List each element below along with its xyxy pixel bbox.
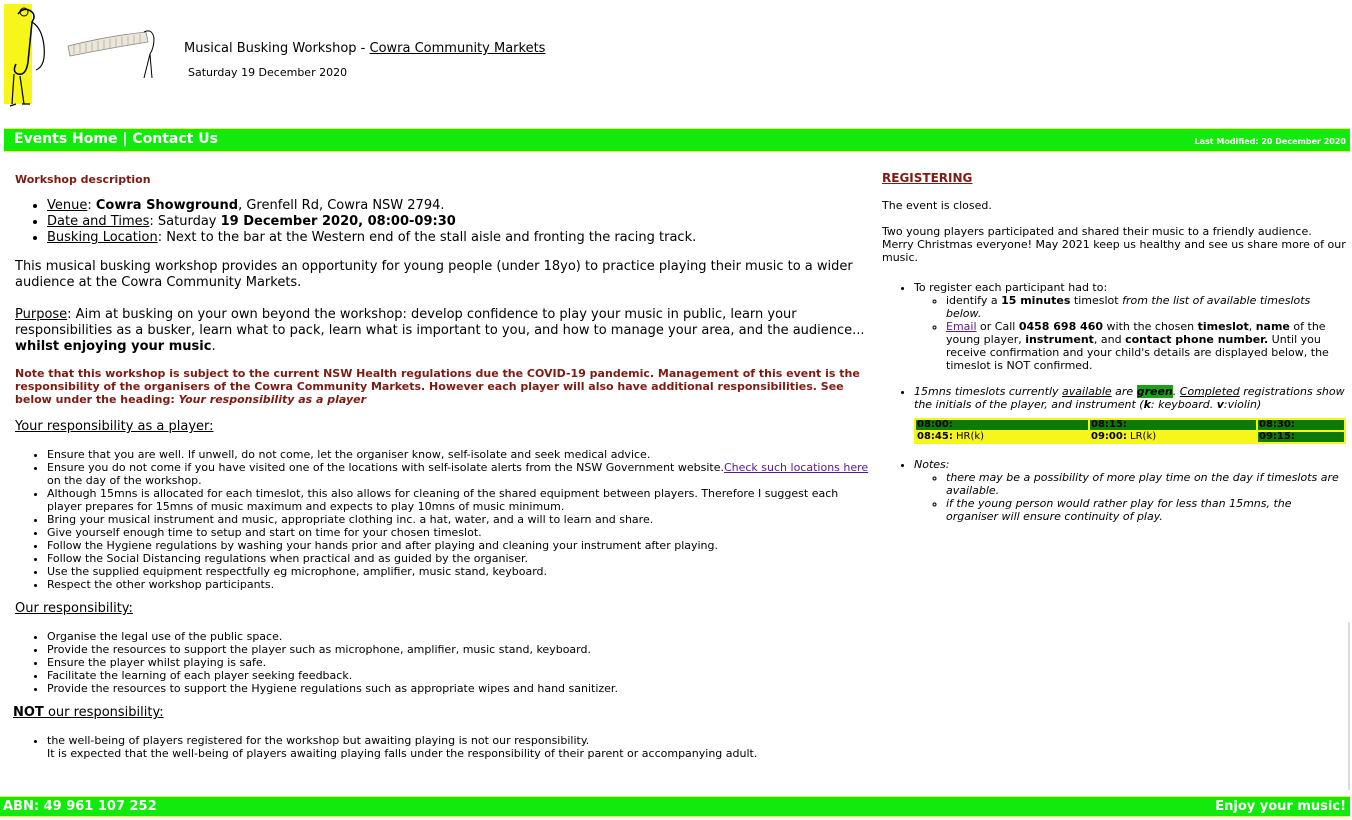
- purpose-text: Purpose: Aim at busking on your own beyond the workshop: develop confidence to play your music in public, learn your responsibilities as a busker, learn what to pack, learn what is important to you, and how to manage your area, and the audience... whilst enjoying your music.: [15, 307, 865, 354]
- page-title: [184, 41, 545, 56]
- not-responsibility-heading: NOT our responsibility:: [13, 705, 164, 720]
- list-item: • Use the supplied equipment respectfully eg microphone, amplifier, music stand, keyboard.: [47, 565, 871, 578]
- last-modified: Last Modified: 20 December 2020: [1194, 137, 1346, 146]
- contact-us-link[interactable]: Contact Us: [132, 131, 218, 147]
- registering-panel: [882, 172, 1346, 523]
- workshop-description: [15, 172, 871, 760]
- list-item: • Organise the legal use of the public space.: [47, 630, 871, 643]
- nav-separator: |: [117, 131, 133, 147]
- list-item: • Follow the Hygiene regulations by washing your hands prior and after playing and cleaning your instrument after playing.: [47, 539, 871, 552]
- timeslot-cell: 08:00:: [915, 419, 1089, 431]
- tagline-text: Enjoy your music!: [1215, 799, 1346, 814]
- our-responsibility-heading: Our responsibility:: [15, 601, 133, 616]
- timeslot-cell: 09:15:: [1257, 431, 1345, 443]
- email-link[interactable]: Email: [946, 320, 977, 333]
- list-item: • Ensure the player whilst playing is safe.: [47, 656, 871, 669]
- table-row: [915, 419, 1345, 431]
- venue-item: • Venue: Cowra Showground, Grenfell Rd, Cowra NSW 2794.: [47, 198, 871, 214]
- list-item: • Notes: ◦ there may be a possibility of more play time on the day if timeslots are available. ◦ if the young person would rather play for less than 15mns, the organiser will ensure continuity of play.: [914, 458, 1346, 523]
- registering-heading: REGISTERING: [882, 171, 973, 185]
- timeslot-table: [914, 418, 1346, 444]
- table-row: [915, 431, 1345, 443]
- location-item: • Busking Location: Next to the bar at the Western end of the stall aisle and fronting the racing track.: [47, 230, 871, 246]
- workshop-heading: Workshop description: [15, 173, 151, 186]
- register-steps: [882, 281, 1346, 372]
- list-item: • Follow the Social Distancing regulations when practical and as guided by the organiser.: [47, 552, 871, 565]
- list-item: ◦ if the young person would rather play for less than 15mns, the organiser will ensure continuity of play.: [946, 497, 1346, 523]
- list-item: • 15mns timeslots currently available are green. Completed registrations show the initials of the player, and instrument (k: keyboard. v:violin): [914, 385, 1346, 411]
- title-prefix: Musical Busking Workshop -: [184, 41, 370, 56]
- player-responsibility-heading: Your responsibility as a player:: [15, 419, 214, 434]
- cowra-markets-link[interactable]: Cowra Community Markets: [369, 41, 546, 56]
- notes-list: [882, 458, 1346, 523]
- event-summary: Two young players participated and shared their music to a friendly audience. Merry Christmas everyone! May 2021 keep us healthy and see us share more of our music.: [882, 225, 1346, 264]
- list-item: • Ensure that you are well. If unwell, do not come, let the organiser know, self-isolate and seek medical advice.: [47, 448, 871, 461]
- page-edge-line: [1348, 622, 1350, 790]
- timeslot-info: [882, 385, 1346, 411]
- list-item: • Bring your musical instrument and music, appropriate clothing inc. a hat, water, and a will to learn and share.: [47, 513, 871, 526]
- list-item: • Facilitate the learning of each player seeking feedback.: [47, 669, 871, 682]
- list-item: ◦ Email or Call 0458 698 460 with the chosen timeslot, name of the young player, instrument, and contact phone number. Until you receive confirmation and your child's details are displayed below, the timeslot is NOT confirmed.: [946, 320, 1346, 372]
- list-item: • Give yourself enough time to setup and start on time for your chosen timeslot.: [47, 526, 871, 539]
- event-closed-text: The event is closed.: [882, 199, 992, 212]
- list-item: • Although 15mns is allocated for each timeslot, this also allows for cleaning of the shared equipment between players. Therefore I suggest each player prepares for 15mns of music maximum and expects to play 10mns of music minimum.: [47, 487, 871, 513]
- list-item: • To register each participant had to: ◦ identify a 15 minutes timeslot from the list of available timeslots below. ◦ Email or Call 0458 698 460 with the chosen timeslot, name of the young player, instrument, and contact phone number. Until you receive confirmation and your child's details are displayed below, the timeslot is NOT confirmed.: [914, 281, 1346, 372]
- footer-bar: [0, 796, 1350, 817]
- timeslot-cell: 08:30:: [1257, 419, 1345, 431]
- timeslot-cell: 09:00: LR(k): [1089, 431, 1257, 443]
- intro-text: This musical busking workshop provides an opportunity for young people (under 18yo) to practice playing their music to a wider audience at the Cowra Community Markets.: [15, 259, 853, 290]
- nav-bar: [4, 128, 1350, 152]
- our-responsibility-list: [15, 630, 871, 695]
- events-home-link[interactable]: Events Home: [14, 131, 118, 147]
- list-item: • Respect the other workshop participants.: [47, 578, 871, 591]
- player-responsibility-list: [15, 448, 871, 591]
- list-item: • Provide the resources to support the Hygiene regulations such as appropriate wipes and hand sanitizer.: [47, 682, 871, 695]
- abn-text: ABN: 49 961 107 252: [3, 799, 157, 814]
- saxophone-logo[interactable]: [4, 4, 44, 108]
- check-locations-link[interactable]: Check such locations here: [723, 461, 869, 474]
- timeslot-cell: 08:45: HR(k): [915, 431, 1089, 443]
- not-responsibility-list: [15, 734, 871, 760]
- list-item: • Ensure you do not come if you have visited one of the locations with self-isolate alerts from the NSW Government website.Check such locations here on the day of the workshop.: [47, 461, 871, 487]
- timeslot-cell: 08:15:: [1089, 419, 1257, 431]
- list-item: ◦ there may be a possibility of more play time on the day if timeslots are available.: [946, 471, 1346, 497]
- list-item: • Provide the resources to support the player such as microphone, amplifier, music stand, keyboard.: [47, 643, 871, 656]
- keyboard-player-image: [64, 28, 160, 82]
- covid-note: Note that this workshop is subject to the current NSW Health regulations due the COVID-19 pandemic. Management of this event is the responsibility of the organisers of the Cowra Community Markets. However each player will also have additional responsibilities. See below under the heading: Your responsibility as a player: [15, 367, 860, 406]
- saxophone-icon: [4, 4, 48, 110]
- details-list: [15, 198, 871, 246]
- list-item: ◦ identify a 15 minutes timeslot from the list of available timeslots below.: [946, 294, 1346, 320]
- list-item: • the well-being of players registered for the workshop but awaiting playing is not our responsibility. It is expected that the well-being of players awaiting playing falls under the responsibility of their parent or accompanying adult.: [47, 734, 871, 760]
- event-date: Saturday 19 December 2020: [188, 66, 348, 79]
- date-item: • Date and Times: Saturday 19 December 2020, 08:00-09:30: [47, 214, 871, 230]
